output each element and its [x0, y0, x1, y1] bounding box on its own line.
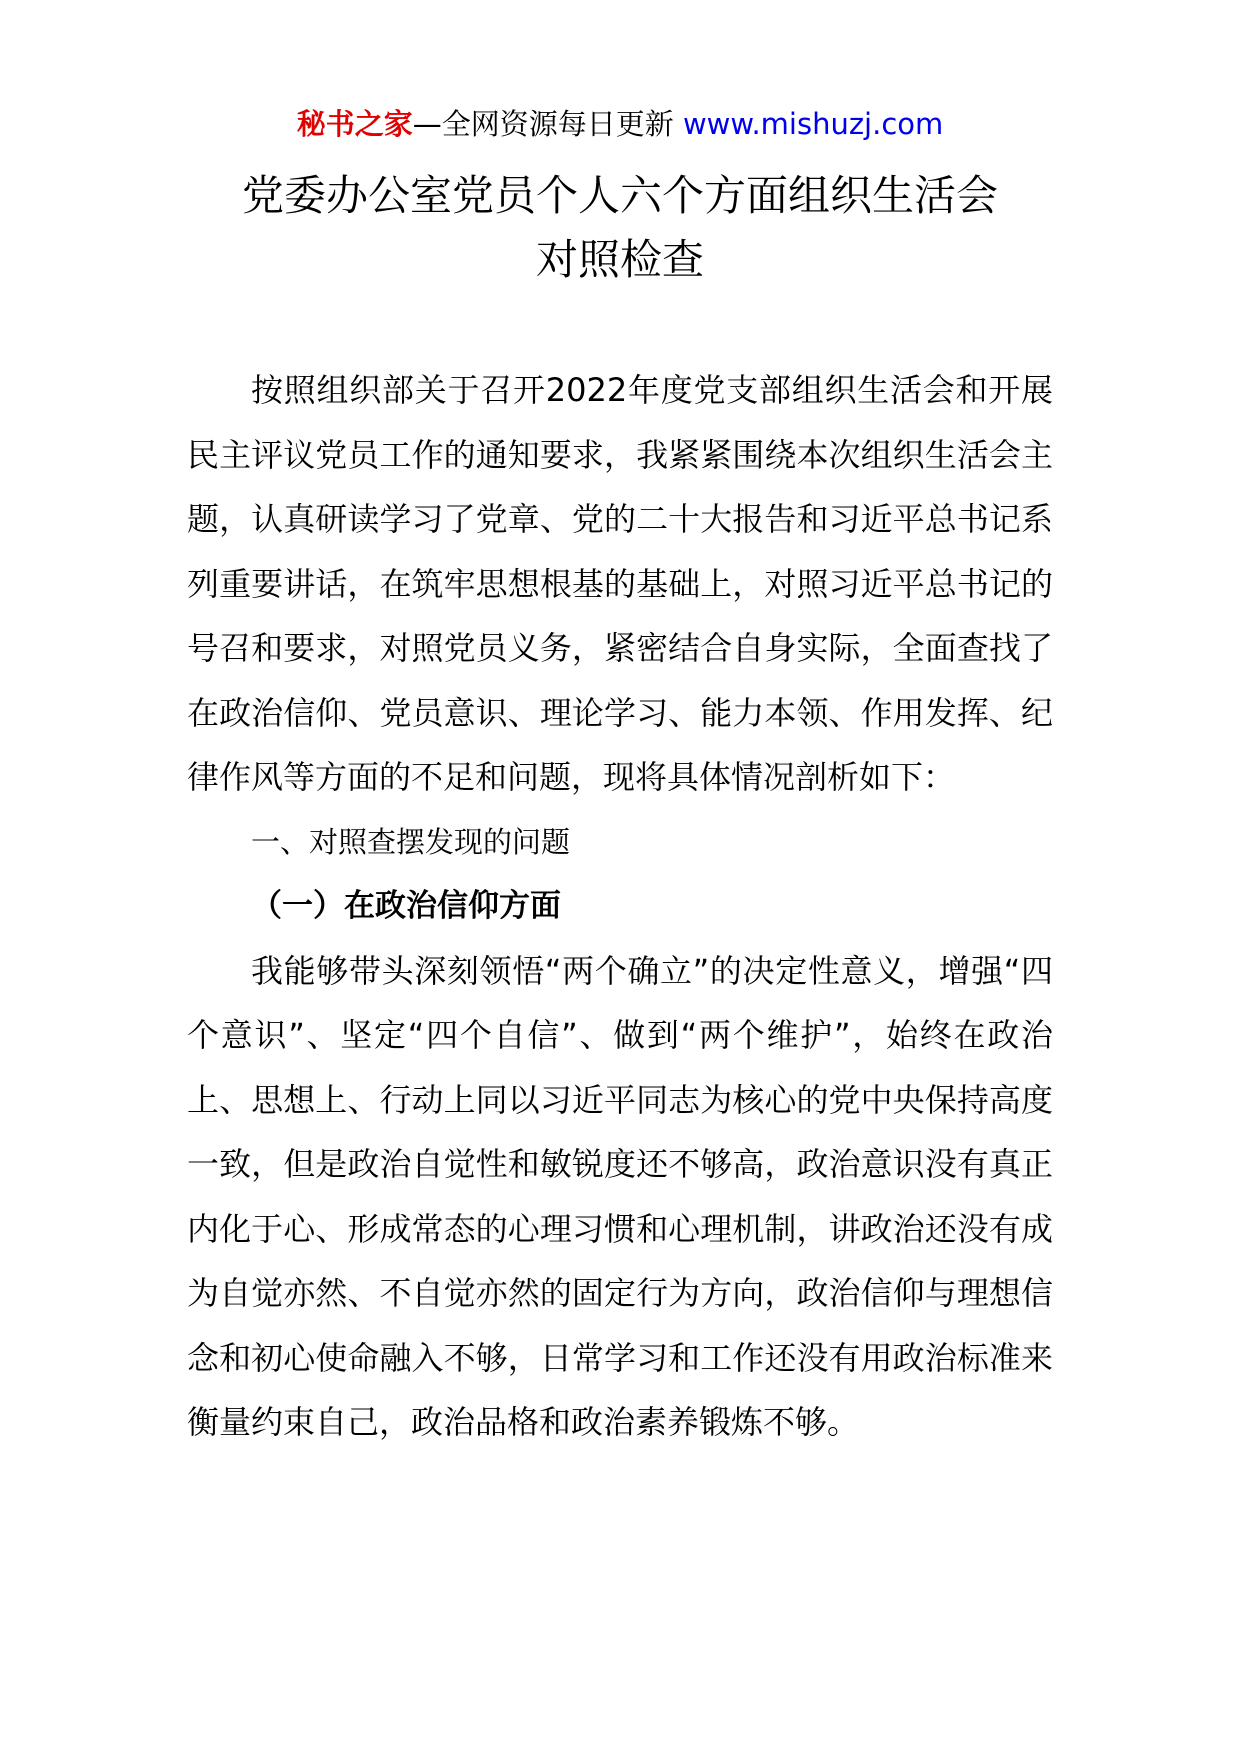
- brand-name: 秘书之家: [296, 107, 413, 141]
- document-title: [150, 164, 1090, 292]
- document-body: [187, 358, 1053, 1455]
- subsection-1-paragraph: 我能够带头深刻领悟“两个确立”的决定性意义，增强“四个意识”、坚定“四个自信”、做到“两个维护”，始终在政治上、思想上、行动上同以习近平同志为核心的党中央保持高度一致，但是政治自觉性和敏锐度还不够高，政治意识没有真正内化于心、形成常态的心理习惯和心理机制，讲政治还没有成为自觉亦然、不自觉亦然的固定行为方向，政治信仰与理想信念和初心使命融入不够，日常学习和工作还没有用政治标准来衡量约束自己，政治品格和政治素养锻炼不够。: [187, 951, 1053, 1441]
- subsection-heading-1: （一）在政治信仰方面: [251, 888, 561, 924]
- site-url-link[interactable]: www.mishuzj.com: [682, 107, 944, 141]
- intro-paragraph: 按照组织部关于召开2022年度党支部组织生活会和开展民主评议党员工作的通知要求，我紧紧围绕本次组织生活会主题，认真研读学习了党章、党的二十大报告和习近平总书记系列重要讲话，在筑牢思想根基的基础上，对照习近平总书记的号召和要求，对照党员义务，紧密结合自身实际，全面查找了在政治信仰、党员意识、理论学习、能力本领、作用发挥、纪律作风等方面的不足和问题，现将具体情况剖析如下：: [187, 371, 1053, 796]
- title-line-1: 党委办公室党员个人六个方面组织生活会: [241, 171, 998, 220]
- title-line-2: 对照检查: [535, 235, 704, 284]
- section-heading-1: 一、对照查摆发现的问题: [251, 824, 571, 859]
- header-tagline: —全网资源每日更新: [412, 107, 683, 141]
- site-header: [0, 104, 1240, 144]
